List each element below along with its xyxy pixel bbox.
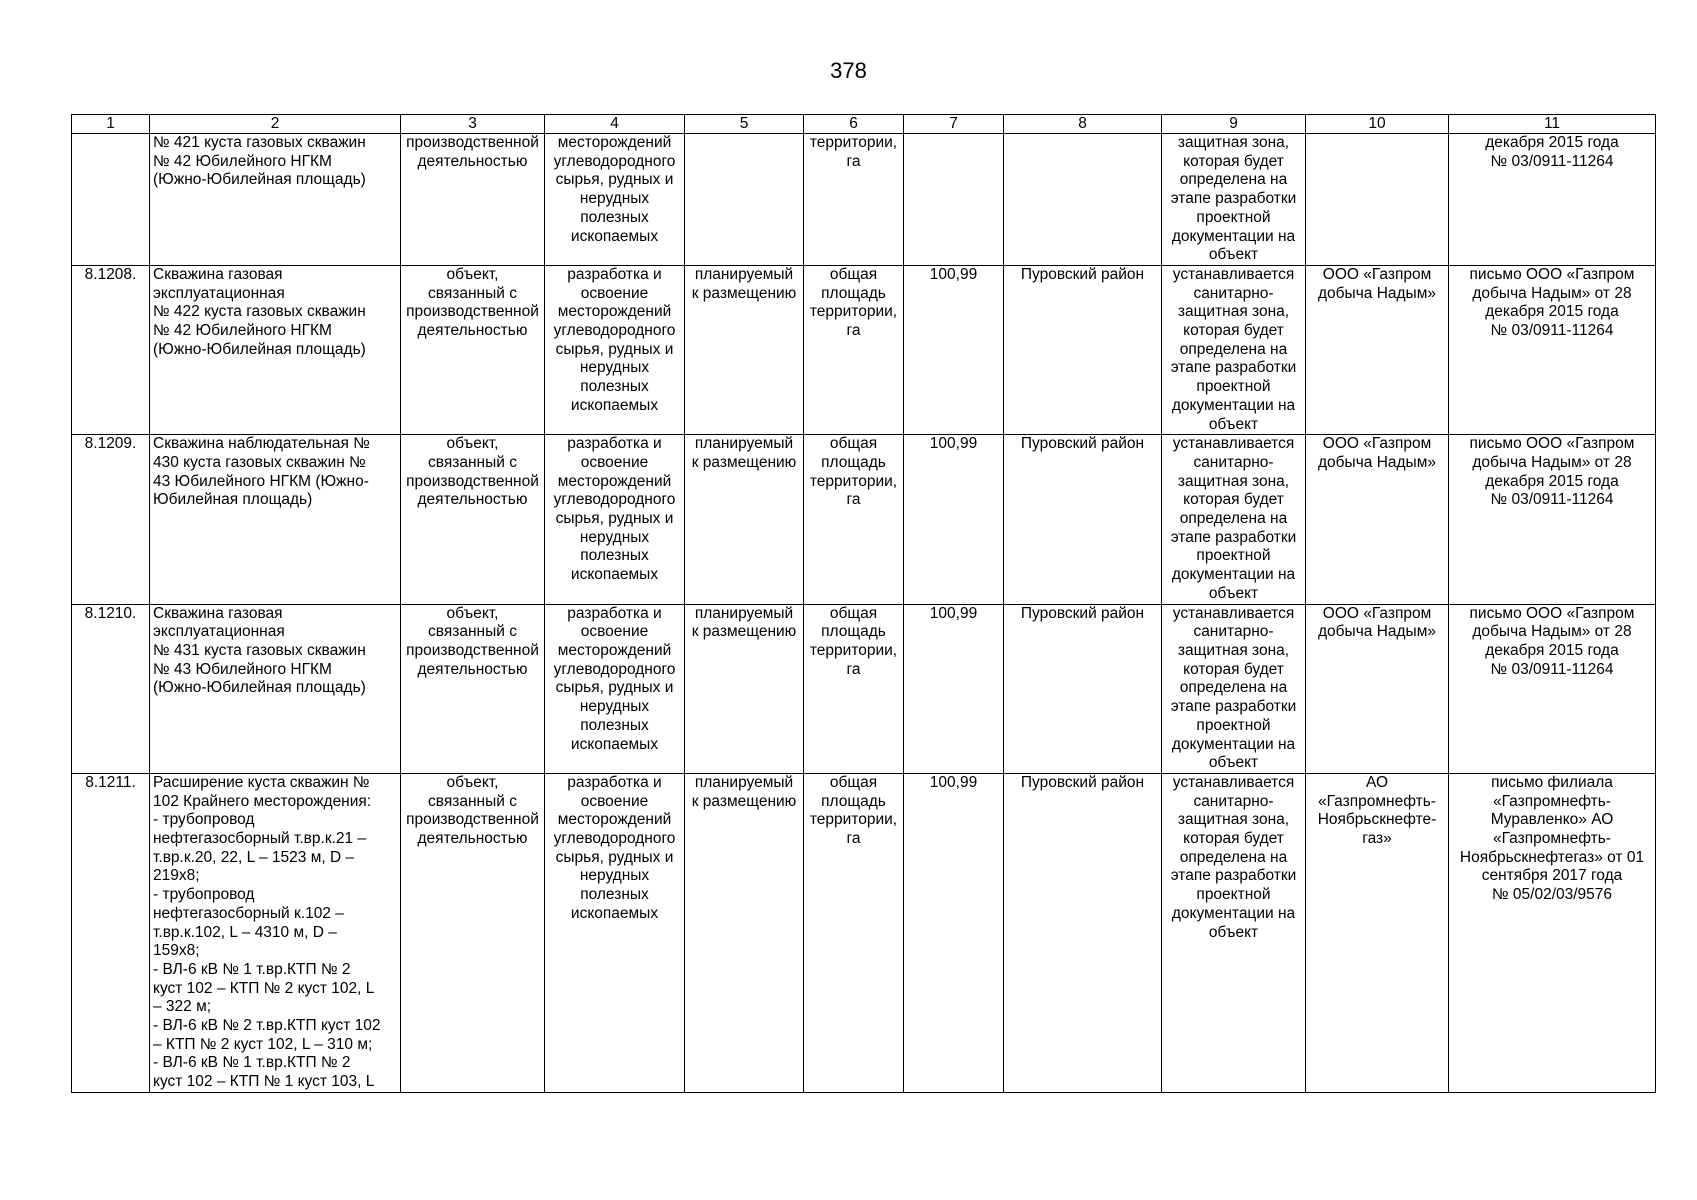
column-header: 10: [1306, 115, 1449, 134]
cell-object-name: № 421 куста газовых скважин № 42 Юбилейного НГКМ (Южно-Юбилейная площадь): [150, 134, 401, 266]
cell-parameter: общая площадь территории, га: [804, 773, 904, 1092]
cell-basis: письмо ООО «Газпром добыча Надым» от 28 декабря 2015 года № 03/0911-11264: [1449, 265, 1656, 434]
table-row: [72, 265, 1656, 434]
cell-number: [72, 134, 150, 266]
cell-zone: устанавливается санитарно- защитная зона, которая будет определена на этапе разработки проектной документации на объект: [1162, 604, 1306, 773]
page-number: 378: [830, 58, 867, 83]
cell-purpose: разработка и освоение месторождений углеводородного сырья, рудных и нерудных полезных ископаемых: [545, 773, 685, 1092]
cell-number: 8.1208.: [72, 265, 150, 434]
cell-object-type: объект, связанный с производственной деятельностью: [401, 435, 545, 604]
cell-purpose: месторождений углеводородного сырья, рудных и нерудных полезных ископаемых: [545, 134, 685, 266]
cell-location: Пуровский район: [1004, 435, 1162, 604]
cell-location: Пуровский район: [1004, 604, 1162, 773]
cell-object-name: Расширение куста скважин № 102 Крайнего месторождения: - трубопровод нефтегазосборный т.вр.к.21 – т.вр.к.20, 22, L – 1523 м, D – 219x8; - трубопровод нефтегазосборный к.102 – т.вр.к.102, L – 4310 м, D – 159x8; - ВЛ-6 кВ № 1 т.вр.КТП № 2 куст 102 – КТП № 2 куст 102, L – 322 м; - ВЛ-6 кВ № 2 т.вр.КТП куст 102 – КТП № 2 куст 102, L – 310 м; - ВЛ-6 кВ № 1 т.вр.КТП № 2 куст 102 – КТП № 1 куст 103, L: [150, 773, 401, 1092]
cell-parameter: общая площадь территории, га: [804, 265, 904, 434]
cell-zone: устанавливается санитарно- защитная зона, которая будет определена на этапе разработки проектной документации на объект: [1162, 265, 1306, 434]
cell-organization: ООО «Газпром добыча Надым»: [1306, 435, 1449, 604]
cell-value: 100,99: [904, 773, 1004, 1092]
table-row: [72, 435, 1656, 604]
data-table: [71, 114, 1656, 1093]
column-header: 6: [804, 115, 904, 134]
cell-number: 8.1211.: [72, 773, 150, 1092]
cell-basis: письмо ООО «Газпром добыча Надым» от 28 декабря 2015 года № 03/0911-11264: [1449, 435, 1656, 604]
table-row: [72, 134, 1656, 266]
cell-value: 100,99: [904, 435, 1004, 604]
cell-purpose: разработка и освоение месторождений углеводородного сырья, рудных и нерудных полезных ископаемых: [545, 435, 685, 604]
cell-parameter: общая площадь территории, га: [804, 604, 904, 773]
column-header: 5: [685, 115, 804, 134]
cell-number: 8.1210.: [72, 604, 150, 773]
cell-organization: ООО «Газпром добыча Надым»: [1306, 604, 1449, 773]
cell-value: 100,99: [904, 265, 1004, 434]
cell-parameter: общая площадь территории, га: [804, 435, 904, 604]
cell-basis: декабря 2015 года № 03/0911-11264: [1449, 134, 1656, 266]
cell-value: [904, 134, 1004, 266]
cell-organization: ООО «Газпром добыча Надым»: [1306, 265, 1449, 434]
column-header: 11: [1449, 115, 1656, 134]
table-header-row: [72, 115, 1656, 134]
cell-object-type: объект, связанный с производственной деятельностью: [401, 773, 545, 1092]
cell-status: [685, 134, 804, 266]
cell-basis: письмо ООО «Газпром добыча Надым» от 28 декабря 2015 года № 03/0911-11264: [1449, 604, 1656, 773]
cell-location: [1004, 134, 1162, 266]
cell-parameter: территории, га: [804, 134, 904, 266]
cell-value: 100,99: [904, 604, 1004, 773]
cell-status: планируемый к размещению: [685, 435, 804, 604]
cell-object-type: объект, связанный с производственной деятельностью: [401, 265, 545, 434]
table-row: [72, 604, 1656, 773]
column-header: 8: [1004, 115, 1162, 134]
cell-number: 8.1209.: [72, 435, 150, 604]
cell-location: Пуровский район: [1004, 265, 1162, 434]
cell-status: планируемый к размещению: [685, 773, 804, 1092]
column-header: 2: [150, 115, 401, 134]
cell-object-name: Скважина наблюдательная № 430 куста газовых скважин № 43 Юбилейного НГКМ (Южно- Юбилейная площадь): [150, 435, 401, 604]
cell-object-name: Скважина газовая эксплуатационная № 431 куста газовых скважин № 43 Юбилейного НГКМ (Южно-Юбилейная площадь): [150, 604, 401, 773]
cell-object-type: объект, связанный с производственной деятельностью: [401, 604, 545, 773]
column-header: 3: [401, 115, 545, 134]
cell-purpose: разработка и освоение месторождений углеводородного сырья, рудных и нерудных полезных ископаемых: [545, 604, 685, 773]
column-header: 1: [72, 115, 150, 134]
cell-zone: устанавливается санитарно- защитная зона, которая будет определена на этапе разработки проектной документации на объект: [1162, 773, 1306, 1092]
cell-purpose: разработка и освоение месторождений углеводородного сырья, рудных и нерудных полезных ископаемых: [545, 265, 685, 434]
cell-organization: АО «Газпромнефть- Ноябрьскнефте- газ»: [1306, 773, 1449, 1092]
cell-object-type: производственной деятельностью: [401, 134, 545, 266]
cell-zone: устанавливается санитарно- защитная зона, которая будет определена на этапе разработки проектной документации на объект: [1162, 435, 1306, 604]
cell-status: планируемый к размещению: [685, 604, 804, 773]
cell-basis: письмо филиала «Газпромнефть- Муравленко» АО «Газпромнефть- Ноябрьскнефтегаз» от 01 сентября 2017 года № 05/02/03/9576: [1449, 773, 1656, 1092]
cell-status: планируемый к размещению: [685, 265, 804, 434]
table-row: [72, 773, 1656, 1092]
cell-organization: [1306, 134, 1449, 266]
cell-zone: защитная зона, которая будет определена на этапе разработки проектной документации на объект: [1162, 134, 1306, 266]
column-header: 9: [1162, 115, 1306, 134]
column-header: 4: [545, 115, 685, 134]
cell-object-name: Скважина газовая эксплуатационная № 422 куста газовых скважин № 42 Юбилейного НГКМ (Южно-Юбилейная площадь): [150, 265, 401, 434]
column-header: 7: [904, 115, 1004, 134]
cell-location: Пуровский район: [1004, 773, 1162, 1092]
